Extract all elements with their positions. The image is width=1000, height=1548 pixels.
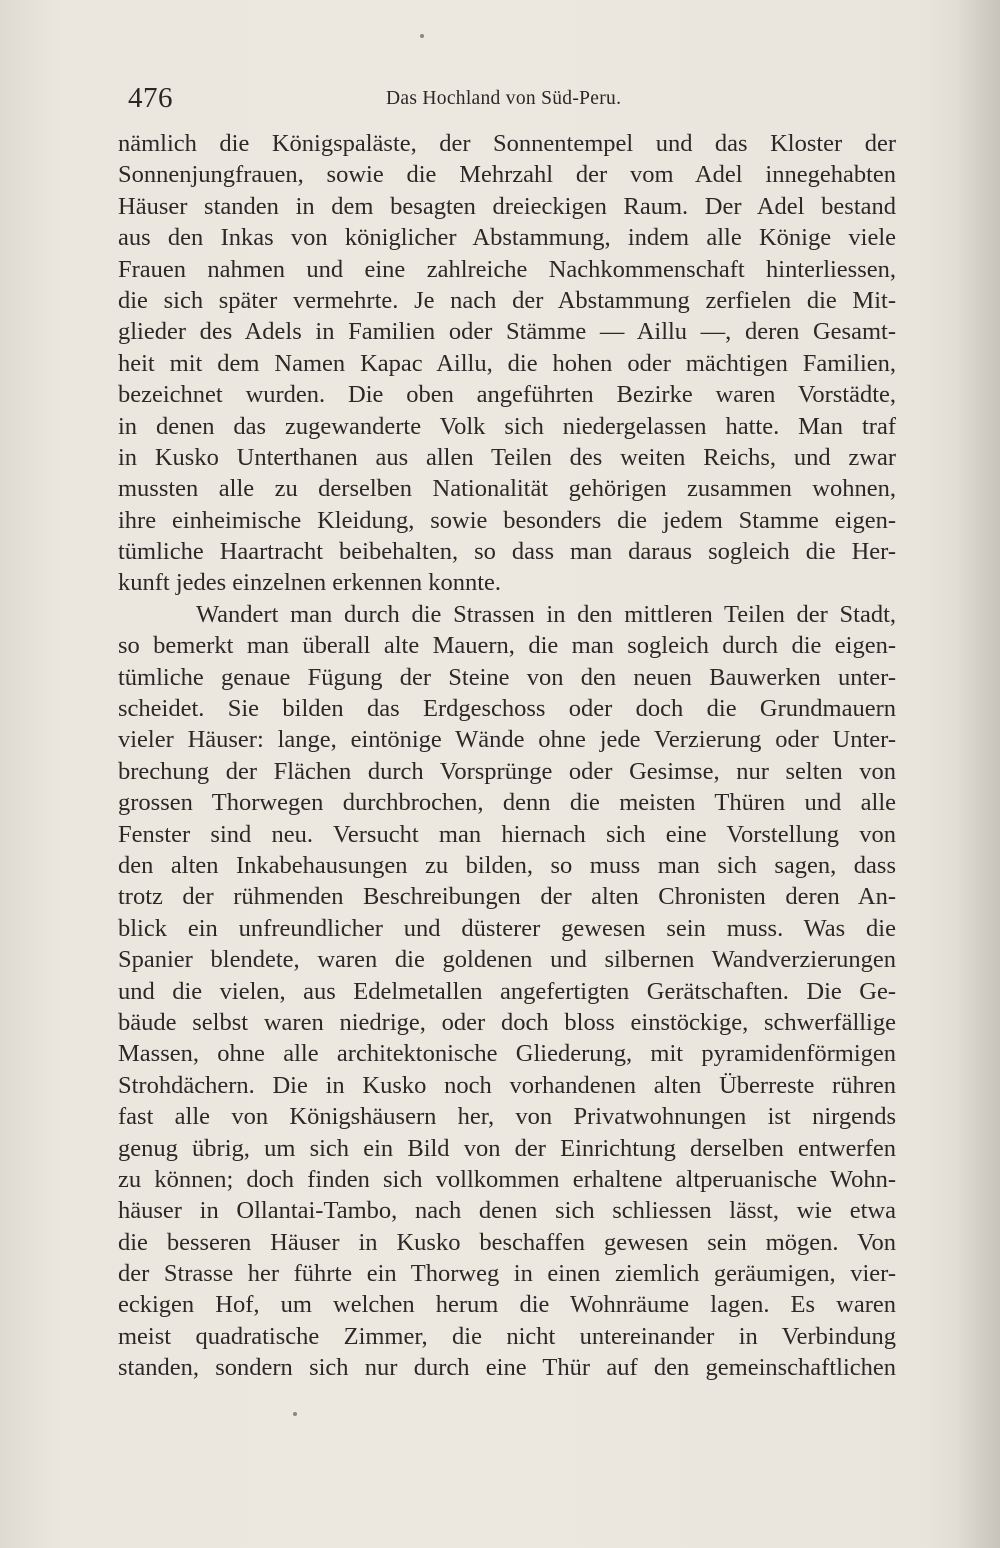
paper-speck (420, 34, 424, 38)
text-line: Häuser standen in dem besagten dreieckigen Raum. Der Adel bestand (118, 192, 896, 220)
running-head (128, 80, 908, 120)
text-line: bezeichnet wurden. Die oben angeführten Bezirke waren Vorstädte, (118, 381, 896, 409)
text-line: Frauen nahmen und eine zahlreiche Nachkommenschaft hinterliessen, (118, 255, 896, 283)
text-line: den alten Inkabehausungen zu bilden, so muss man sich sagen, dass (118, 851, 896, 879)
text-line: Fenster sind neu. Versucht man hiernach sich eine Vorstellung von (118, 820, 896, 848)
text-line: Spanier blendete, waren die goldenen und silbernen Wandverzierungen (118, 946, 896, 974)
page-number: 476 (128, 82, 173, 114)
text-line: Massen, ohne alle architektonische Gliederung, mit pyramidenförmigen (118, 1040, 896, 1068)
text-line: ihre einheimische Kleidung, sowie besonders die jedem Stamme eigen- (118, 506, 896, 534)
text-line: bäude selbst waren niedrige, oder doch bloss einstöckige, schwerfällige (118, 1008, 896, 1036)
text-line: zu können; doch finden sich vollkommen erhaltene altperuanische Wohn- (118, 1165, 896, 1193)
text-line: in denen das zugewanderte Volk sich niedergelassen hatte. Man traf (118, 412, 896, 440)
text-line: die sich später vermehrte. Je nach der Abstammung zerfielen die Mit- (118, 286, 896, 314)
text-line: so bemerkt man überall alte Mauern, die man sogleich durch die eigen- (118, 632, 896, 660)
text-line: genug übrig, um sich ein Bild von der Einrichtung derselben entwerfen (118, 1134, 896, 1162)
text-line: brechung der Flächen durch Vorsprünge oder Gesimse, nur selten von (118, 757, 896, 785)
text-line: meist quadratische Zimmer, die nicht untereinander in Verbindung (118, 1322, 896, 1350)
text-line: Strohdächern. Die in Kusko noch vorhandenen alten Überreste rühren (118, 1071, 896, 1099)
text-line: in Kusko Unterthanen aus allen Teilen des weiten Reichs, und zwar (118, 443, 896, 471)
text-line: und die vielen, aus Edelmetallen angefertigten Gerätschaften. Die Ge- (118, 977, 896, 1005)
text-line: tümliche Haartracht beibehalten, so dass man daraus sogleich die Her- (118, 538, 896, 566)
text-line: Sonnenjungfrauen, sowie die Mehrzahl der vom Adel innegehabten (118, 161, 896, 189)
text-line: nämlich die Königspaläste, der Sonnentempel und das Kloster der (118, 130, 896, 157)
text-line: der Strasse her führte ein Thorweg in einen ziemlich geräumigen, vier- (118, 1260, 896, 1288)
paper-speck (293, 1412, 297, 1416)
text-line: grossen Thorwegen durchbrochen, denn die meisten Thüren und alle (118, 789, 896, 817)
text-line: fast alle von Königshäusern her, von Privatwohnungen ist nirgends (118, 1103, 896, 1131)
paragraph-end-line: kunft jedes einzelnen erkennen konnte. (118, 569, 502, 597)
text-line: heit mit dem Namen Kapac Aillu, die hohen oder mächtigen Familien, (118, 349, 896, 377)
text-line: die besseren Häuser in Kusko beschaffen gewesen sein mögen. Von (118, 1228, 896, 1256)
text-line: häuser in Ollantai-Tambo, nach denen sich schliessen lässt, wie etwa (118, 1197, 896, 1225)
text-line: aus den Inkas von königlicher Abstammung, indem alle Könige viele (118, 224, 896, 252)
text-line: trotz der rühmenden Beschreibungen der alten Chronisten deren An- (118, 883, 896, 911)
text-line: vieler Häuser: lange, eintönige Wände ohne jede Verzierung oder Unter- (118, 726, 896, 754)
body-text (118, 128, 896, 1384)
text-line: eckigen Hof, um welchen herum die Wohnräume lagen. Es waren (118, 1291, 896, 1319)
text-line: glieder des Adels in Familien oder Stämme — Aillu —, deren Gesamt- (118, 318, 896, 346)
page-edge-shadow (956, 0, 1000, 1548)
text-line: mussten alle zu derselben Nationalität gehörigen zusammen wohnen, (118, 475, 896, 503)
text-line: tümliche genaue Fügung der Steine von den neuen Bauwerken unter- (118, 663, 896, 691)
paragraph-start-line: Wandert man durch die Strassen in den mittleren Teilen der Stadt, (196, 600, 896, 628)
text-line: standen, sondern sich nur durch eine Thür auf den gemeinschaftlichen (118, 1354, 896, 1382)
text-line: scheidet. Sie bilden das Erdgeschoss oder doch die Grundmauern (118, 695, 896, 723)
text-line: blick ein unfreundlicher und düsterer gewesen sein muss. Was die (118, 914, 896, 942)
running-title: Das Hochland von Süd-Peru. (386, 88, 622, 109)
